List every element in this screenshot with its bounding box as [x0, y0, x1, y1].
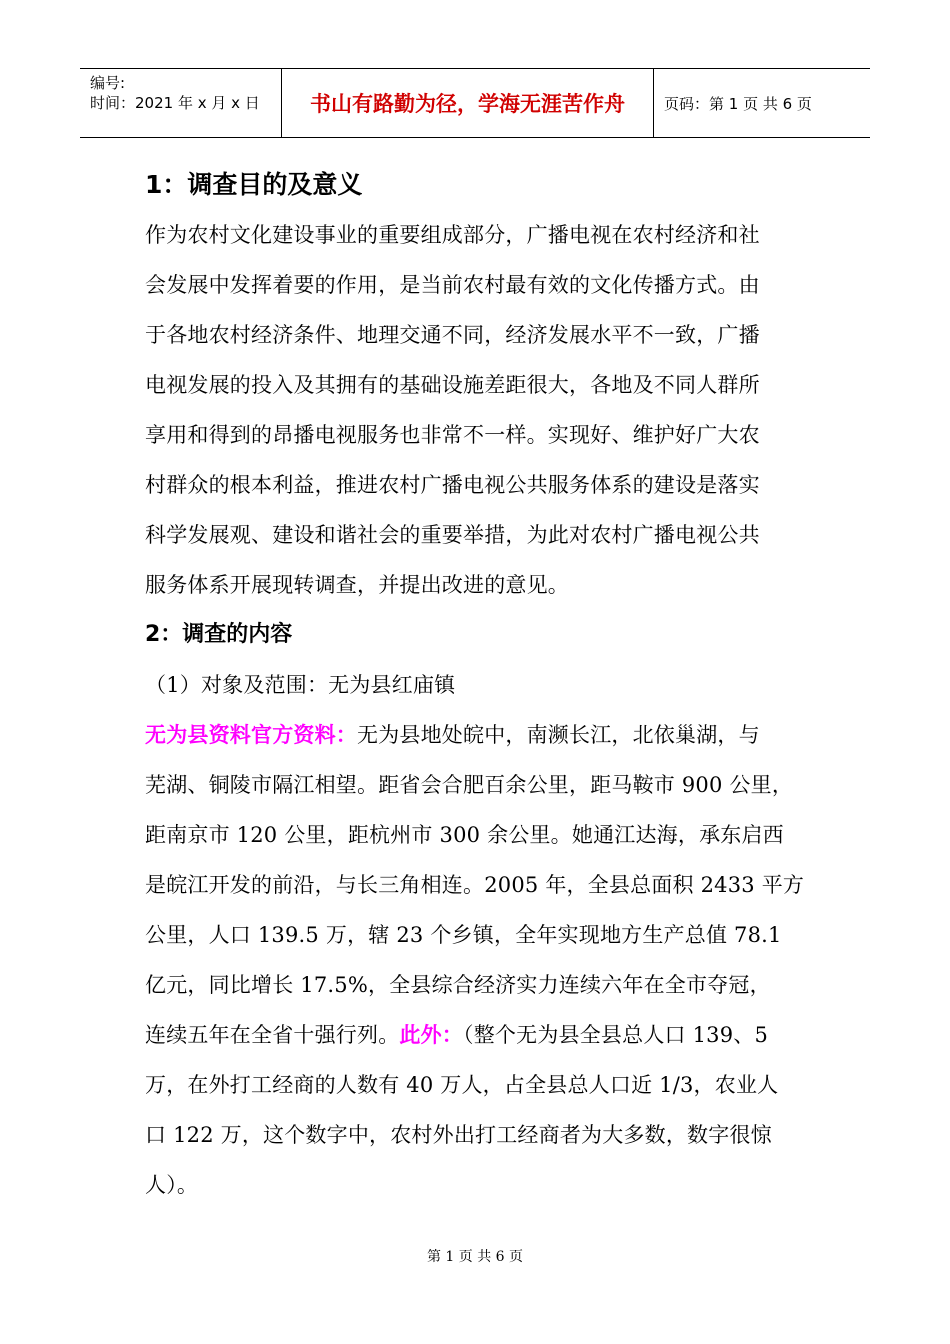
section1-heading: 1：调查目的及意义 — [145, 170, 363, 199]
page-footer: 第 1 页 共 6 页 — [426, 1249, 524, 1265]
document-body — [145, 160, 825, 1210]
paragraph-text: （整个无为县全县总人口 139、5 — [463, 1023, 769, 1047]
paragraph-line: 是皖江开发的前沿，与长三角相连。2005 年，全县总面积 2433 平方 — [145, 873, 805, 897]
additionally-label: 此外： — [399, 1023, 464, 1047]
paragraph-line: 于各地农村经济条件、地理交通不同，经济发展水平不一致，广播 — [145, 323, 760, 347]
paragraph-line — [145, 710, 825, 760]
header-motto: 书山有路勤为径，学海无涯苦作舟 — [282, 69, 654, 137]
paragraph-line: 距南京市 120 公里，距杭州市 300 余公里。她通江达海，承东启西 — [145, 823, 784, 847]
header-meta — [80, 69, 282, 137]
paragraph-line: 享用和得到的昂播电视服务也非常不一样。实现好、维护好广大农 — [145, 423, 760, 447]
paragraph-line: 亿元，同比增长 17.5%，全县综合经济实力连续六年在全市夺冠， — [145, 973, 771, 997]
paragraph-line: 芜湖、铜陵市隔江相望。距省会合肥百余公里，距马鞍市 900 公里， — [145, 773, 794, 797]
paragraph-line: 会发展中发挥着要的作用，是当前农村最有效的文化传播方式。由 — [145, 273, 760, 297]
paragraph-line: 口 122 万，这个数字中，农村外出打工经商者为大多数，数字很惊 — [145, 1123, 772, 1147]
paragraph-line — [145, 1010, 825, 1060]
paragraph-line: 电视发展的投入及其拥有的基础设施差距很大，各地及不同人群所 — [145, 373, 760, 397]
header-page-info: 页码：第 1 页 共 6 页 — [664, 94, 812, 113]
section2-heading: 2：调查的内容 — [145, 622, 293, 647]
paragraph-text: 无为县地处皖中，南濒长江，北依巢湖，与 — [357, 723, 760, 747]
paragraph-line: 村群众的根本利益，推进农村广播电视公共服务体系的建设是落实 — [145, 473, 760, 497]
paragraph-line: 科学发展观、建设和谐社会的重要举措，为此对农村广播电视公共 — [145, 523, 760, 547]
section2-subheading: （1）对象及范围：无为县红庙镇 — [145, 673, 456, 697]
code-label: 编号: — [90, 74, 126, 92]
paragraph-line: 作为农村文化建设事业的重要组成部分，广播电视在农村经济和社 — [145, 223, 760, 247]
paragraph-line: 人）。 — [145, 1173, 199, 1197]
paragraph-line: 公里，人口 139.5 万，辖 23 个乡镇，全年实现地方生产总值 78.1 — [145, 923, 782, 947]
paragraph-text: 连续五年在全省十强行列。 — [145, 1023, 400, 1047]
date-text: 时间：2021 年 x 月 x 日 — [90, 94, 260, 112]
paragraph-line: 服务体系开展现转调查，并提出改进的意见。 — [145, 573, 569, 597]
paragraph-line: 万，在外打工经商的人数有 40 万人，占全县总人口近 1/3，农业人 — [145, 1073, 779, 1097]
document-header — [80, 68, 870, 138]
official-data-label: 无为县资料官方资料： — [145, 723, 357, 747]
